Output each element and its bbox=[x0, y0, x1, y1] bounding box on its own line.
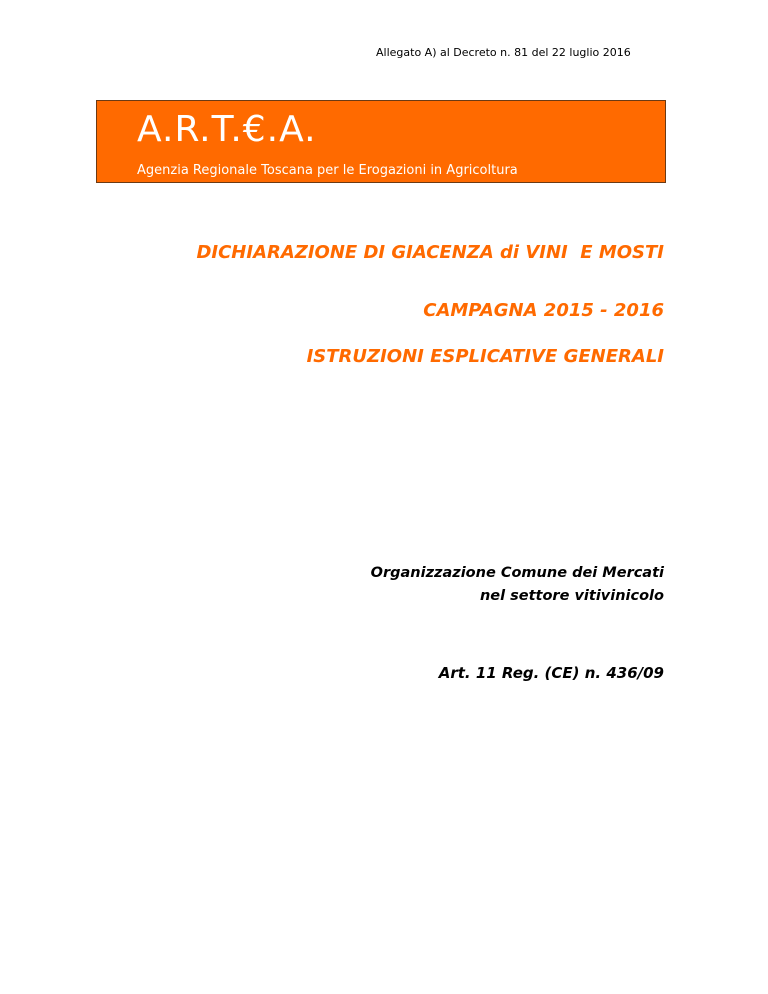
organization-line-2: nel settore vitivinicolo bbox=[479, 588, 664, 604]
campaign-title: CAMPAGNA 2015 - 2016 bbox=[423, 300, 664, 321]
agency-full-name: Agenzia Regionale Toscana per le Erogazioni in Agricoltura bbox=[137, 163, 518, 178]
agency-logo-title: A.R.T.€.A. bbox=[137, 109, 317, 150]
regulation-article: Art. 11 Reg. (CE) n. 436/09 bbox=[438, 664, 664, 682]
declaration-title: DICHIARAZIONE DI GIACENZA di VINI E MOSTI bbox=[196, 242, 664, 263]
instructions-title: ISTRUZIONI ESPLICATIVE GENERALI bbox=[306, 346, 664, 367]
agency-brand-banner bbox=[96, 100, 666, 183]
decree-reference-note: Allegato A) al Decreto n. 81 del 22 luglio 2016 bbox=[376, 46, 631, 59]
organization-line-1: Organizzazione Comune dei Mercati bbox=[370, 565, 664, 581]
